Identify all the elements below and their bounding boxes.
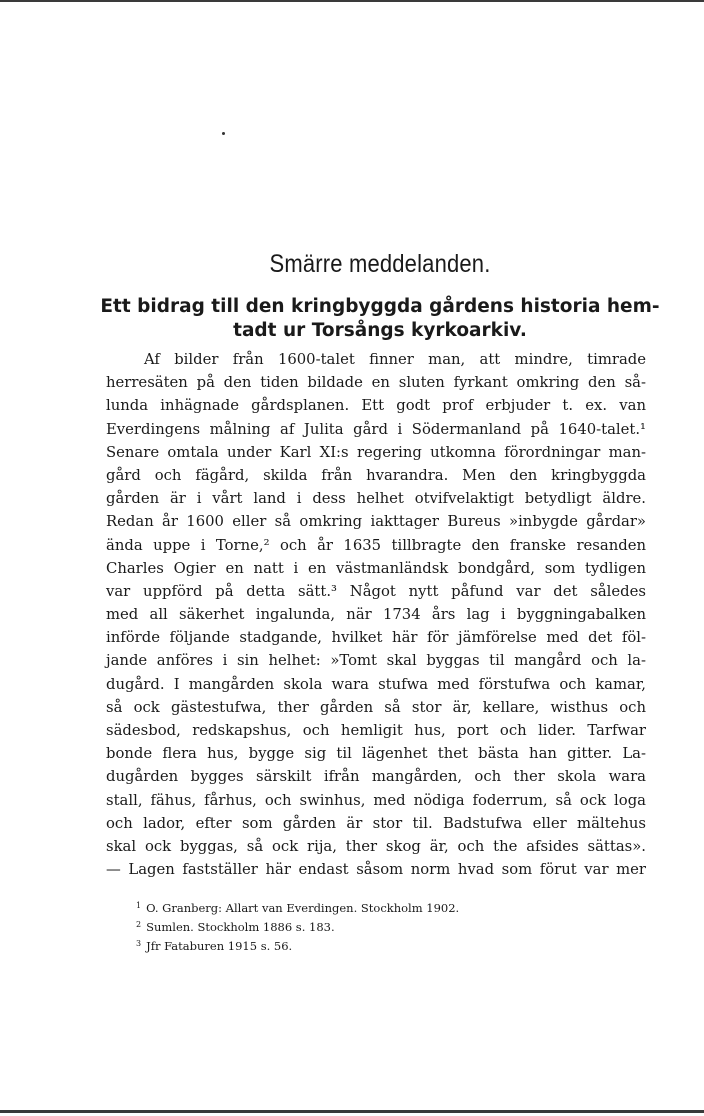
body-line: Senare omtala under Karl XI:s regering utkomna förordningar man- xyxy=(106,443,646,461)
body-line: gård och fägård, skilda från hvarandra. Men den kringbyggda xyxy=(106,466,646,484)
body-line: gården är i vårt land i dess helhet otvifvelaktigt betydligt äldre. xyxy=(106,490,646,508)
section-title: Smärre meddelanden. xyxy=(269,250,491,278)
top-edge-rule xyxy=(0,0,704,2)
footnote xyxy=(136,934,556,953)
body-line: Everdingens målning af Julita gård i Södermanland på 1640-talet.¹ xyxy=(106,420,646,438)
footnote-text: Jfr Fataburen 1915 s. 56. xyxy=(146,939,293,953)
body-line: herresäten på den tiden bildade en sluten fyrkant omkring den så- xyxy=(106,374,646,392)
body-line: och lador, efter som gården är stor til. Badstufwa eller mältehus xyxy=(106,814,646,832)
body-line: så ock gästestufwa, ther gården så stor är, kellare, wisthus och xyxy=(106,698,646,716)
body-line: införde följande stadgande, hvilket här för jämförelse med det föl- xyxy=(106,629,646,647)
print-speck xyxy=(222,132,225,135)
body-line: bonde flera hus, bygge sig til lägenhet thet bästa han gitter. La- xyxy=(106,745,646,763)
body-line: Af bilder från 1600-talet finner man, att mindre, timrade xyxy=(144,351,646,368)
body-line: skal ock byggas, så ock rija, ther skog är, och the afsides sättas». xyxy=(106,837,646,855)
footnote-text: O. Granberg: Allart van Everdingen. Stockholm 1902. xyxy=(146,901,460,915)
body-line: jande anföres i sin helhet: »Tomt skal byggas til mangård och la- xyxy=(106,652,646,670)
body-line: lunda inhägnade gårdsplanen. Ett godt prof erbjuder t. ex. van xyxy=(106,397,646,415)
footnote-text: Sumlen. Stockholm 1886 s. 183. xyxy=(146,920,335,934)
body-line: dugård. I mangården skola wara stufwa med förstufwa och kamar, xyxy=(106,675,646,693)
body-line: dugården bygges särskilt ifrån mangården, och ther skola wara xyxy=(106,768,646,786)
body-line: Redan år 1600 eller så omkring iakttager Bureus »inbygde gårdar» xyxy=(106,513,646,531)
body-line: ända uppe i Torne,² och år 1635 tillbragte den franske resanden xyxy=(106,536,646,554)
body-line: — Lagen fastställer här endast såsom norm hvad som förut var mer xyxy=(106,861,646,879)
body-line: med all säkerhet ingalunda, när 1734 års lag i byggningabalken xyxy=(106,606,646,624)
footnote-mark: 3 xyxy=(136,939,142,948)
footnote xyxy=(136,915,556,934)
body-line: Charles Ogier en natt i en västmanländsk bondgård, som tydligen xyxy=(106,559,646,577)
article-body xyxy=(106,348,646,881)
article-title-line: Ett bidrag till den kringbyggda gårdens historia hem- xyxy=(100,296,660,317)
body-line: stall, fähus, fårhus, och swinhus, med nödiga foderrum, så ock loga xyxy=(106,791,646,809)
footnote xyxy=(136,896,556,915)
body-line: sädesbod, redskapshus, och hemligit hus, port och lider. Tarfwar xyxy=(106,722,646,739)
footnote-mark: 2 xyxy=(136,920,142,929)
article-title xyxy=(100,295,660,343)
body-line: var uppförd på detta sätt.³ Något nytt påfund var det således xyxy=(106,582,646,600)
footnotes xyxy=(136,896,556,953)
article-title-line: tadt ur Torsångs kyrkoarkiv. xyxy=(233,320,527,341)
footnote-mark: 1 xyxy=(136,901,142,910)
bottom-edge-rule xyxy=(0,1110,704,1113)
